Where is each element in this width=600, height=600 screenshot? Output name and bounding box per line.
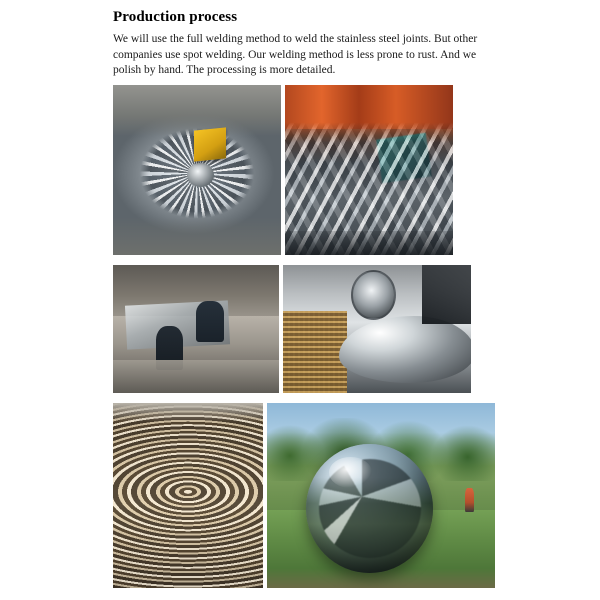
photo-mirror-sphere-outdoor — [267, 403, 495, 588]
photo-yellow-toolcase — [194, 128, 226, 162]
photo-ripple-texture — [113, 403, 263, 588]
page-title: Production process — [113, 9, 238, 25]
photo-shadow-band — [285, 231, 453, 255]
photo-metal-sheen — [285, 85, 453, 255]
photo-worker-standing — [196, 301, 224, 342]
gallery-row — [113, 265, 503, 393]
photo-grinding-wheel — [351, 270, 396, 320]
photo-rippled-wave-panel — [113, 403, 263, 588]
photo-mesh-screen — [283, 311, 347, 393]
photo-workshop-floor — [113, 360, 279, 393]
body-paragraph: We will use the full welding method to weld the stainless steel joints. But other companies use spot welding. Our welding method is less prone to rust. And we polish by hand. The processing is more detailed. — [113, 33, 478, 76]
photo-grinding-base — [283, 265, 471, 393]
photo-person — [465, 488, 474, 512]
gallery-row — [113, 403, 503, 588]
image-gallery — [113, 85, 503, 598]
text-block — [113, 8, 503, 79]
gallery-row — [113, 85, 503, 255]
photo-faceted-mirror-panel — [285, 85, 453, 255]
photo-mirror-sphere — [306, 444, 434, 574]
photo-top-edge — [113, 403, 263, 422]
photo-dark-corner — [422, 265, 471, 324]
photo-sphere-highlight — [329, 457, 372, 488]
photo-spiral-core — [187, 163, 214, 187]
photo-workers-polishing — [113, 265, 279, 393]
photo-spiral-sculpture — [113, 85, 281, 255]
